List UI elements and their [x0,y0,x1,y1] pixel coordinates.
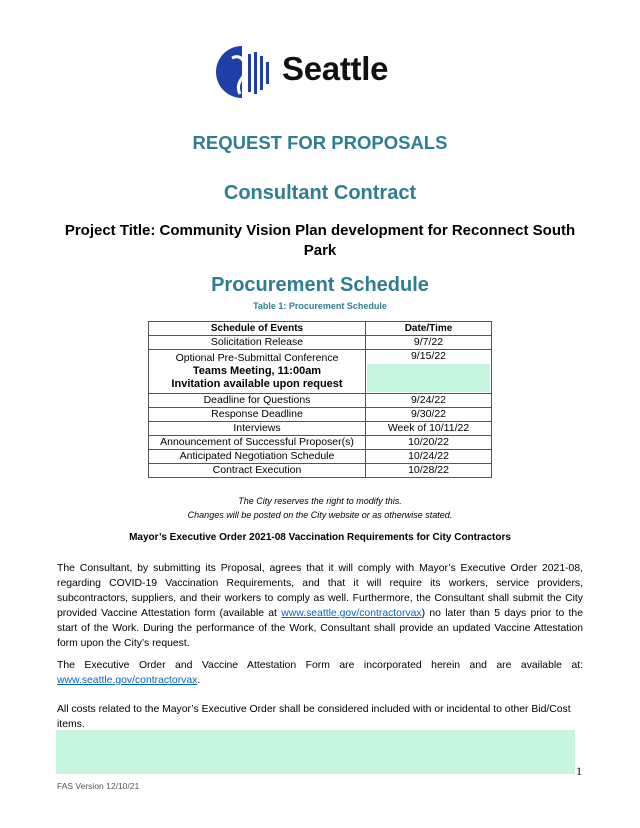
p2-text-b: . [197,675,201,686]
event-cell: Anticipated Negotiation Schedule [149,450,366,464]
note-line-2: Changes will be posted on the City website or as otherwise stated. [187,510,453,520]
table-row [149,394,492,408]
table-header-row [149,322,492,336]
date-cell [366,350,492,394]
event-detail-invitation: Invitation available upon request [171,377,343,390]
event-cell: Contract Execution [149,464,366,478]
note-line-1: The City reserves the right to modify this. [238,496,402,506]
column-header-date: Date/Time [366,322,492,336]
contractorvax-link[interactable]: www.seattle.gov/contractorvax [281,608,422,619]
event-cell: Announcement of Successful Proposer(s) [149,436,366,450]
paragraph-incorporation [57,658,583,688]
event-cell [149,350,366,394]
p2-text-a: The Executive Order and Vaccine Attestation Form are incorporated herein and are available at: [57,660,583,671]
p1-text-b: ) no later than 5 days prior to the start of the Work. During the performance of the Work, Consultant shall provide an updated Vaccine Attestation form upon the City’s request. [57,608,583,649]
event-cell: Solicitation Release [149,336,366,350]
table-row [149,408,492,422]
procurement-schedule-table [148,321,492,478]
table-row [149,336,492,350]
event-cell: Interviews [149,422,366,436]
date-cell: 9/24/22 [366,394,492,408]
date-cell: 10/24/22 [366,450,492,464]
paragraph-compliance [57,561,583,651]
seattle-seal-icon [214,44,274,104]
highlight-box [56,730,575,774]
project-title: Project Title: Community Vision Plan development for Reconnect South Park [64,222,576,259]
event-label: Optional Pre-Submittal Conference [175,351,339,364]
schedule-heading: Procurement Schedule [211,274,429,296]
page-number: 1 [576,764,582,778]
date-value: 9/15/22 [410,350,447,362]
table-row [149,350,492,394]
footer-version: FAS Version 12/10/21 [57,781,140,791]
p2-link-line [57,673,583,688]
contractorvax-link-2[interactable]: www.seattle.gov/contractorvax [57,675,198,686]
logo-wordmark: Seattle [282,50,389,87]
schedule-note [0,494,640,522]
event-cell: Deadline for Questions [149,394,366,408]
p1-text-a: The Consultant, by submitting its Proposal, agrees that it will comply with Mayor’s Executive Order 2021-08, regarding COVID-19 Vaccination Requirements, and that it will require its workers, service providers, subcontractors, suppliers, and their workers to comply as well. Furthermore, the Consultant shall submit the City provided Vaccine Attestation form (available at [57,563,583,619]
paragraph-costs: All costs related to the Mayor’s Executive Order shall be considered included with or incidental to other Bid/Cost items. [57,704,571,730]
rfp-heading: REQUEST FOR PROPOSALS [192,132,448,153]
table-row [149,436,492,450]
date-cell: 10/28/22 [366,464,492,478]
highlight-block [367,364,490,392]
table-row [149,422,492,436]
table-row [149,464,492,478]
date-cell: 10/20/22 [366,436,492,450]
event-detail-meeting: Teams Meeting, 11:00am [192,364,322,377]
date-cell: 9/30/22 [366,408,492,422]
date-cell: 9/7/22 [366,336,492,350]
executive-order-title: Mayor’s Executive Order 2021-08 Vaccination Requirements for City Contractors [129,532,511,543]
seattle-logo [214,44,404,104]
table-row [149,450,492,464]
table-caption: Table 1: Procurement Schedule [253,301,387,311]
date-cell: Week of 10/11/22 [366,422,492,436]
column-header-events: Schedule of Events [149,322,366,336]
contract-heading: Consultant Contract [223,182,417,204]
event-cell: Response Deadline [149,408,366,422]
